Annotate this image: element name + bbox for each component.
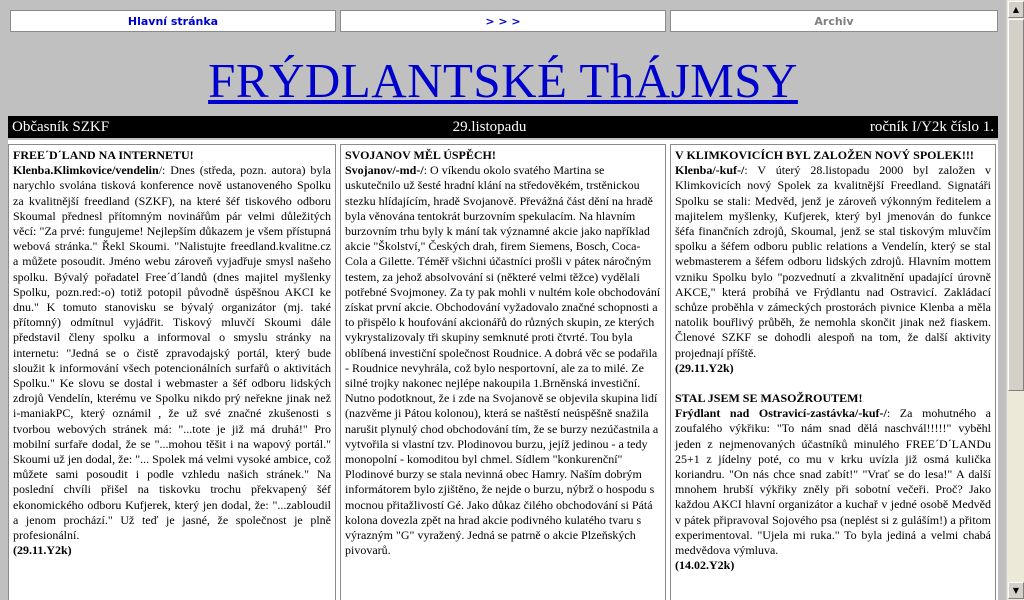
article-body: /: Dnes (středa, pozn. autora) byla narychlo svolána tisková konference nově ustanoveného Spolku za kvalitnější freedland (SZKF), na které šéf tiskového odboru Skoumal přednesl přítomným novinářům pár velmi důležitých věcí: "Za prvé: fungujeme! Nejlepším důkazem je všem přístupná webová stránka." Řekl Skoumi. "Nalistujte freedland.kvalitne.cz a můžete posoudit. Jméno webu zároveň vyjadřuje smysl našeho spolku. Bývalý pořadatel Free´d´landů (dnes majitel myšlenky Spolku, pozn.red:-o) totiž potopil původně úspěšnou AKCI ke dnu." K tomuto stanovisku se bývalý organizátor (mj. také přítomný) odmítnul vyjádřit. Tiskový mluvčí Skoumi dále představil členy spolku a informoval o smyslu stránky na internetu: "Jedná se o čistě zpravodajský portál, který bude sloužit k informování všech potencionálních surfařů o aktivitách Spolku." Ke slovu se dostal i webmaster a šéf odboru lidských zdrojů Vendelín, kterému ve Spolku nikdo prý neřekne jinak než i-maniakPC, který oznámil , že už své značné zkušenosti s tvorbou webových stránek má: "...tote je již má druhá!" Pro mobilní surfaře dodal, že se "...mohou těšit i na wapový portál." Skoumi už jen dodal, že: "... Spolek má velmi vysoké ambice, což můžete sami posoudit i podle vzhledu našich stránek." Na poslední chvíli přišel na tiskovku trochu překvapený šéf ekonomického odboru Kufjerek, který jen dodal, že: "...zabloudil a jenom prochází." Už teď je jasné, že společnost je plně profesionální. <box>13 163 331 543</box>
issue-date: 29.listopadu <box>452 118 527 135</box>
article-body: : V úterý 28.listopadu 2000 byl založen v Klimkovicích nový Spolek za kvalitnější Freedland. Signatáři Spolku se stali: Medvěd, jenž je zároveň výkonným ředitelem a majitelem myšlenky, Kufjerek, který byl jmenován do funkce šéfa finančních zdrojů, Skoumal, jenž se stal tiskovým mluvčím spolku a šéfem odboru public relations a Vendelín, který se stal webmasterem a šéfem odboru lidských zdrojů. Hlavním mottem vzniku Spolku bylo "pozvednutí a zkvalitnění upadající úrovně AKCE," která probíhá ve Frýdlantu nad Ostravicí. Zakládací schůze proběhla v zámeckých prostorách pivnice Klenba a měla natolik bouřlivý průběh, že nemohla skončit jinak než fiaskem. Členové SZKF se dohodli alespoň na tom, že další aktivity projednají příště. <box>675 163 991 360</box>
article-body: : O víkendu okolo svatého Martina se uskutečnilo už šesté hradní klání na středověkém, trstěnickou stezku hlídajícím, hradě Svojanově. Převážná část dění na hradě byla věnována tentokrát burzovním spekulacím. Na hlavním burzovním trhu byly k mání tak významné akcie jako například akcie "Školství," Českých drah, firem Siemens, Bosch, Coca-Cola a Gilette. Téměř všichni účastníci prošli v páteк náročným testem, za jehož absolvování si (některé velmi těžce) vydělali potřebné Svojmoney. Za ty pak mohli v nultém kole obchodování získat první akcie. Obchodování vyžadovalo značné schopnosti a to přispělo k houfování akcionářů do různých skupin, ze kterých vykrystalizovaly tři skupiny semknuté proti čtvrté. Tou byla oblíbená investiční společnost Roudnice. A dobrá věc se podařila - Roudnice nevyhrála, což bylo nesportovní, ale za to milé. Ze silné trojky nakonec nejlépe nakoupila 1.Brněnská investiční. Nutno podotknout, že i zde na Svojanově se objevila skupina lidí (nazvěme ji Pátou kolonou), která se naštěstí neúspěšně snažila narušit plynulý chod obchodování tím, že se burzy nezúčastnila a vytvořila si vlastní tzv. Plodinovou burzu, jejíž jedinou - a tedy monopolní - komoditou byl chmel. Sídlem "konkurenční" Plodinové burzy se stala nevinná obec Hamry. Naším dobrým informátorem bylo zjištěno, že nejde o burzu, nýbrž o hospodu s mocnou přitažlivostí Gé. Jako důkaz čilého obchodování si Pátá kolona dovezla zpět na hrad akcie podivného kulatého tvaru s výrazným "G" <box>345 163 661 543</box>
scrollbar-thumb[interactable] <box>1008 19 1024 391</box>
publication-name: Občasník SZKF <box>12 118 110 135</box>
article-dateline: Svojanov/-md-/ <box>345 163 424 178</box>
vertical-scrollbar[interactable] <box>1006 0 1024 600</box>
nav-home-link[interactable]: Hlavní stránka <box>10 10 336 32</box>
article-date: (14.02.Y2k) <box>675 558 735 573</box>
article-column-1 <box>8 144 336 600</box>
masthead <box>0 52 1006 109</box>
article-dateline: Frýdlant nad Ostravicí-zastávka/-kuf-/ <box>675 406 887 421</box>
article-columns <box>8 140 998 600</box>
article-body: : Za mohutného a zoufalého výkřiku: "To nám snad dělá naschvál!!!!!" vyběhl jeden z nejmenovaných účastníků minulého FREE´D´LANDu 25+1 z jídelny poté, co mu v krku uvízla již osmá kulička koriandru. "On nás chce snad zabít!" "Vrať se do lesa!" A další mnohem hrubší výkřiky zněly při sobotní večeři. Proč? Jako každou AKCI hlavní organizátor a kuchař v jedné osobě Medvěd v pátek připravoval Sojového psa (neplést si z guláším!) a přitom experimentoval. "Ujela mi ruka." To byla jediná a velmi chabá medvědova výmluva. <box>675 406 991 558</box>
article-dateline: Klenba.Klimkovice/vendelin <box>13 163 159 178</box>
article-body-tail: vyražený. Jedná se patrně o akcie Plzeňských pivovarů. <box>345 528 636 558</box>
article-headline: SVOJANOV MĚL ÚSPĚCH! <box>345 148 496 162</box>
article-column-2 <box>340 144 666 600</box>
article-headline: STAL JSEM SE MASOŽROUTEM! <box>675 391 863 406</box>
arrow-down-icon: ▼ <box>1012 586 1020 595</box>
article-date: (29.11.Y2k) <box>13 543 72 558</box>
scroll-up-button[interactable] <box>1008 1 1024 18</box>
article-column-3 <box>670 144 996 600</box>
article-headline: FREE´D´LAND NA INTERNETU! <box>13 148 194 162</box>
masthead-title-link[interactable]: FRÝDLANTSKÉ ThÁJMSY <box>208 53 798 108</box>
article-date: (29.11.Y2k) <box>675 360 734 375</box>
top-navigation <box>10 10 998 34</box>
nav-archive-link[interactable]: Archiv <box>670 10 998 32</box>
nav-next-link[interactable]: > > > <box>340 10 666 32</box>
issue-number: ročník I/Y2k číslo 1. <box>869 118 994 135</box>
issue-info-bar <box>8 116 998 138</box>
article-spacer <box>675 376 991 391</box>
article-headline: V KLIMKOVICÍCH BYL ZALOŽEN NOVÝ SPOLEK!!! <box>675 148 974 162</box>
article-dateline: Klenba/-kuf-/ <box>675 163 745 178</box>
arrow-up-icon: ▲ <box>1012 5 1020 14</box>
scroll-down-button[interactable] <box>1008 582 1024 599</box>
